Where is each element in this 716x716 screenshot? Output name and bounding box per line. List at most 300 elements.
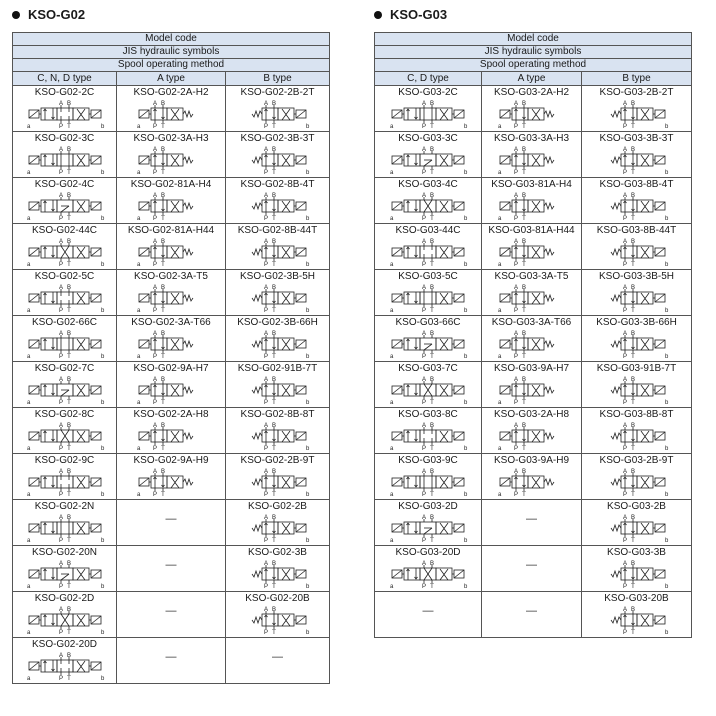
svg-text:B: B — [271, 101, 276, 107]
svg-text:b: b — [464, 446, 468, 451]
svg-text:T: T — [66, 170, 71, 175]
svg-text:B: B — [66, 285, 71, 291]
svg-text:a: a — [390, 170, 394, 175]
svg-text:b: b — [464, 400, 468, 405]
symbol-cell — [582, 178, 692, 224]
svg-text:a: a — [137, 170, 141, 175]
svg-text:b: b — [100, 492, 104, 497]
symbol-cell — [375, 362, 482, 408]
svg-text:a: a — [26, 262, 30, 267]
symbol-cell — [375, 132, 482, 178]
svg-text:B: B — [271, 607, 276, 613]
svg-text:T: T — [430, 308, 434, 313]
svg-text:P: P — [58, 262, 63, 267]
svg-text:A: A — [263, 101, 268, 107]
symbol-cell — [482, 132, 582, 178]
svg-text:b: b — [305, 446, 309, 451]
svg-text:B: B — [429, 331, 435, 337]
model-code: KSO-G03-2D — [398, 501, 458, 512]
table-row — [13, 270, 330, 316]
symbol-cell — [117, 178, 226, 224]
svg-text:B: B — [521, 423, 526, 429]
model-code: KSO-G03-20B — [604, 593, 669, 604]
svg-text:A: A — [513, 239, 518, 245]
symbol-cell — [226, 224, 330, 270]
svg-text:a: a — [26, 492, 30, 497]
symbol-cell — [482, 316, 582, 362]
svg-text:A: A — [421, 101, 427, 107]
symbol-cell — [226, 546, 330, 592]
svg-text:A: A — [622, 239, 627, 245]
svg-text:A: A — [58, 285, 63, 291]
symbol-cell — [226, 500, 330, 546]
svg-text:T: T — [66, 584, 71, 589]
svg-text:P: P — [622, 308, 627, 313]
model-code: KSO-G03-3A-H3 — [493, 133, 570, 144]
svg-text:P: P — [513, 308, 518, 313]
svg-text:b: b — [305, 400, 309, 405]
svg-text:T: T — [161, 170, 165, 175]
symbol-cell — [117, 362, 226, 408]
model-code: KSO-G03-9C — [398, 455, 458, 466]
svg-text:A: A — [421, 193, 427, 199]
svg-text:a: a — [390, 308, 394, 313]
svg-text:P: P — [622, 354, 627, 359]
valve-symbol-icon — [236, 191, 320, 221]
svg-text:T: T — [521, 124, 526, 129]
symbol-cell — [226, 362, 330, 408]
model-code: KSO-G03-8B-8T — [599, 409, 674, 420]
header-model-code: Model code — [13, 33, 330, 46]
svg-text:A: A — [513, 469, 518, 475]
model-code: KSO-G02-4C — [34, 179, 95, 190]
svg-text:a: a — [497, 124, 501, 129]
svg-text:a: a — [137, 262, 141, 267]
valve-symbol-icon — [595, 421, 679, 451]
svg-text:B: B — [66, 561, 71, 567]
svg-text:A: A — [263, 377, 268, 383]
svg-text:T: T — [271, 262, 276, 267]
svg-text:T: T — [161, 308, 165, 313]
table-row — [375, 86, 692, 132]
svg-text:P: P — [513, 492, 518, 497]
svg-text:b: b — [464, 354, 468, 359]
svg-text:T: T — [630, 308, 635, 313]
model-code: KSO-G03-8C — [398, 409, 458, 420]
valve-symbol-icon — [490, 375, 574, 405]
table-row — [375, 546, 692, 592]
table-row — [375, 592, 692, 638]
svg-text:B: B — [630, 285, 635, 291]
symbol-cell — [13, 546, 117, 592]
svg-text:T: T — [66, 400, 71, 405]
svg-text:P: P — [152, 400, 158, 405]
model-code: KSO-G02-20N — [31, 547, 98, 558]
svg-text:P: P — [263, 446, 268, 451]
symbol-cell — [13, 86, 117, 132]
svg-text:A: A — [622, 193, 627, 199]
svg-text:B: B — [630, 239, 635, 245]
symbol-cell — [13, 270, 117, 316]
svg-text:B: B — [66, 193, 71, 199]
svg-text:A: A — [263, 285, 268, 291]
valve-symbol-icon — [595, 329, 679, 359]
symbol-cell — [13, 362, 117, 408]
valve-symbol-icon — [129, 329, 213, 359]
svg-text:b: b — [100, 538, 104, 543]
svg-text:A: A — [513, 147, 518, 153]
column-header-a-type: A type — [117, 72, 226, 86]
svg-text:T: T — [271, 124, 276, 129]
symbol-cell — [375, 592, 482, 638]
svg-text:P: P — [622, 584, 627, 589]
svg-text:b: b — [100, 308, 104, 313]
svg-text:b: b — [305, 124, 309, 129]
svg-text:a: a — [497, 170, 501, 175]
svg-text:P: P — [58, 446, 63, 451]
svg-text:B: B — [271, 147, 276, 153]
model-code: KSO-G02-3A-T66 — [131, 317, 211, 328]
svg-text:P: P — [421, 124, 427, 129]
valve-symbol-icon — [595, 605, 679, 635]
valve-symbol-icon — [129, 99, 213, 129]
model-code: KSO-G02-20D — [31, 639, 98, 650]
table-row — [13, 592, 330, 638]
svg-text:A: A — [513, 101, 518, 107]
svg-text:A: A — [513, 423, 518, 429]
svg-text:P: P — [263, 170, 268, 175]
svg-text:B: B — [630, 377, 635, 383]
svg-text:A: A — [263, 239, 268, 245]
svg-text:B: B — [66, 653, 71, 659]
symbol-cell — [582, 224, 692, 270]
svg-text:b: b — [464, 216, 468, 221]
model-code: KSO-G03-3C — [398, 133, 458, 144]
symbol-cell — [582, 546, 692, 592]
svg-text:B: B — [630, 515, 635, 521]
svg-text:T: T — [271, 446, 276, 451]
svg-text:T: T — [430, 400, 434, 405]
valve-symbol-icon — [595, 237, 679, 267]
svg-text:T: T — [161, 216, 165, 221]
svg-text:b: b — [664, 584, 668, 589]
svg-text:B: B — [429, 101, 435, 107]
symbol-cell — [13, 408, 117, 454]
svg-text:b: b — [305, 630, 309, 635]
valve-symbol-icon — [386, 191, 470, 221]
table-row — [375, 132, 692, 178]
svg-text:T: T — [630, 262, 635, 267]
svg-text:T: T — [66, 446, 71, 451]
symbol-cell — [375, 546, 482, 592]
valve-symbol-icon — [23, 145, 107, 175]
model-code: KSO-G03-7C — [398, 363, 458, 374]
svg-text:P: P — [263, 538, 268, 543]
svg-text:P: P — [421, 354, 427, 359]
valve-symbol-icon — [236, 559, 320, 589]
svg-text:B: B — [630, 101, 635, 107]
svg-text:A: A — [421, 515, 427, 521]
table-row — [375, 270, 692, 316]
model-code: KSO-G02-2C — [34, 87, 95, 98]
svg-text:T: T — [430, 354, 434, 359]
model-code: KSO-G03-3A-T5 — [494, 271, 569, 282]
table-row — [13, 316, 330, 362]
svg-text:b: b — [664, 630, 668, 635]
svg-text:P: P — [622, 216, 627, 221]
svg-text:P: P — [152, 446, 158, 451]
svg-text:B: B — [521, 469, 526, 475]
svg-text:P: P — [58, 400, 63, 405]
svg-text:A: A — [263, 561, 268, 567]
table-row — [13, 454, 330, 500]
svg-text:B: B — [160, 285, 166, 291]
svg-text:T: T — [66, 538, 71, 543]
svg-text:T: T — [271, 492, 276, 497]
not-available-dash: — — [526, 559, 537, 571]
svg-text:b: b — [305, 538, 309, 543]
svg-text:b: b — [100, 170, 104, 175]
svg-text:T: T — [630, 170, 635, 175]
table-row — [13, 132, 330, 178]
bullet-icon — [374, 11, 382, 19]
svg-text:T: T — [66, 216, 71, 221]
symbol-cell — [375, 500, 482, 546]
svg-text:a: a — [137, 354, 141, 359]
svg-text:a: a — [390, 492, 394, 497]
symbol-cell — [375, 86, 482, 132]
model-code: KSO-G03-81A-H4 — [491, 179, 572, 190]
symbol-cell — [226, 592, 330, 638]
svg-text:A: A — [152, 469, 158, 475]
symbol-cell — [117, 132, 226, 178]
table-row — [375, 408, 692, 454]
valve-symbol-icon — [386, 237, 470, 267]
svg-text:A: A — [421, 285, 427, 291]
svg-text:P: P — [58, 630, 63, 635]
table-row — [375, 224, 692, 270]
svg-text:B: B — [630, 147, 635, 153]
model-code: KSO-G02-2B — [248, 501, 307, 512]
svg-text:T: T — [66, 308, 71, 313]
model-code: KSO-G03-8B-44T — [596, 225, 677, 236]
svg-text:a: a — [26, 216, 30, 221]
valve-symbol-icon — [23, 99, 107, 129]
svg-text:P: P — [513, 262, 518, 267]
svg-text:A: A — [421, 377, 427, 383]
svg-text:A: A — [263, 193, 268, 199]
symbol-cell — [375, 224, 482, 270]
svg-text:A: A — [421, 147, 427, 153]
svg-text:b: b — [305, 262, 309, 267]
svg-text:T: T — [271, 584, 276, 589]
section-title-text: KSO-G03 — [390, 7, 448, 22]
svg-text:P: P — [513, 124, 518, 129]
svg-text:T: T — [430, 124, 434, 129]
svg-text:b: b — [664, 262, 668, 267]
svg-text:T: T — [161, 446, 165, 451]
svg-text:B: B — [521, 101, 526, 107]
valve-symbol-icon — [595, 513, 679, 543]
svg-text:T: T — [630, 354, 635, 359]
symbol-cell — [13, 224, 117, 270]
svg-text:B: B — [521, 193, 526, 199]
valve-symbol-icon — [23, 605, 107, 635]
symbol-cell — [582, 316, 692, 362]
valve-symbol-icon — [129, 145, 213, 175]
svg-text:a: a — [390, 400, 394, 405]
svg-text:T: T — [271, 400, 276, 405]
symbol-cell — [375, 408, 482, 454]
svg-text:T: T — [161, 354, 165, 359]
valve-symbol-icon — [23, 467, 107, 497]
svg-text:B: B — [66, 239, 71, 245]
symbol-cell — [582, 454, 692, 500]
svg-text:B: B — [160, 193, 166, 199]
valve-symbol-icon — [595, 283, 679, 313]
svg-text:P: P — [58, 124, 63, 129]
svg-text:B: B — [66, 147, 71, 153]
svg-text:B: B — [630, 561, 635, 567]
svg-text:b: b — [664, 538, 668, 543]
section-title-g02 — [12, 6, 330, 24]
svg-text:B: B — [429, 285, 435, 291]
model-code: KSO-G02-3B-3T — [240, 133, 315, 144]
model-code: KSO-G02-81A-H44 — [127, 225, 215, 236]
valve-symbol-icon — [23, 283, 107, 313]
svg-text:P: P — [152, 216, 158, 221]
symbol-cell — [226, 86, 330, 132]
symbol-cell — [117, 86, 226, 132]
svg-text:T: T — [630, 538, 635, 543]
valve-symbol-icon — [595, 375, 679, 405]
symbol-cell — [482, 546, 582, 592]
svg-text:P: P — [421, 170, 427, 175]
valve-symbol-icon — [490, 283, 574, 313]
svg-text:P: P — [421, 262, 427, 267]
svg-text:T: T — [271, 630, 276, 635]
table-row — [375, 500, 692, 546]
column-header-b-type: B type — [226, 72, 330, 86]
svg-text:P: P — [152, 262, 158, 267]
model-code: KSO-G03-66C — [395, 317, 461, 328]
symbol-cell — [117, 454, 226, 500]
svg-text:b: b — [464, 170, 468, 175]
svg-text:b: b — [305, 354, 309, 359]
svg-text:A: A — [152, 285, 158, 291]
svg-text:T: T — [161, 492, 165, 497]
svg-text:B: B — [66, 607, 71, 613]
svg-text:A: A — [152, 147, 158, 153]
svg-text:b: b — [464, 262, 468, 267]
svg-text:A: A — [622, 423, 627, 429]
symbol-cell — [482, 362, 582, 408]
svg-text:T: T — [430, 262, 434, 267]
symbol-cell — [13, 316, 117, 362]
column-header-cd-type: C, D type — [375, 72, 482, 86]
svg-text:A: A — [622, 331, 627, 337]
model-code: KSO-G02-8B-44T — [237, 225, 318, 236]
valve-symbol-icon — [490, 237, 574, 267]
model-code: KSO-G02-2B-9T — [240, 455, 315, 466]
valve-symbol-icon — [236, 145, 320, 175]
svg-text:A: A — [622, 469, 627, 475]
svg-text:b: b — [664, 354, 668, 359]
svg-text:T: T — [161, 124, 165, 129]
table-row — [375, 178, 692, 224]
model-code: KSO-G03-2B-2T — [599, 87, 674, 98]
svg-text:B: B — [630, 423, 635, 429]
model-code: KSO-G02-3C — [34, 133, 95, 144]
symbol-cell — [482, 86, 582, 132]
model-code: KSO-G02-2B-2T — [240, 87, 315, 98]
svg-text:B: B — [160, 377, 166, 383]
model-code: KSO-G02-2A-H2 — [133, 87, 209, 98]
model-code: KSO-G03-3B-5H — [598, 271, 675, 282]
svg-text:T: T — [430, 446, 434, 451]
svg-text:P: P — [58, 676, 63, 681]
not-available-dash: — — [165, 559, 177, 571]
valve-symbol-icon — [129, 375, 213, 405]
svg-text:a: a — [26, 400, 30, 405]
symbol-cell — [226, 638, 330, 684]
svg-text:A: A — [513, 331, 518, 337]
not-available-dash: — — [165, 513, 177, 525]
svg-text:P: P — [263, 584, 268, 589]
valve-symbol-icon — [236, 329, 320, 359]
valve-symbol-icon — [595, 191, 679, 221]
svg-text:a: a — [497, 262, 501, 267]
header-spool-method: Spool operating method — [375, 59, 692, 72]
svg-text:P: P — [622, 170, 627, 175]
svg-text:b: b — [464, 308, 468, 313]
table-row — [13, 638, 330, 684]
svg-text:T: T — [271, 216, 276, 221]
header-model-code: Model code — [375, 33, 692, 46]
svg-text:T: T — [521, 216, 526, 221]
svg-text:b: b — [305, 216, 309, 221]
svg-text:P: P — [622, 262, 627, 267]
symbol-cell — [375, 178, 482, 224]
svg-text:a: a — [26, 308, 30, 313]
valve-symbol-icon — [490, 191, 574, 221]
symbol-cell — [226, 408, 330, 454]
svg-text:T: T — [66, 262, 71, 267]
valve-symbol-icon — [490, 421, 574, 451]
svg-text:B: B — [630, 193, 635, 199]
svg-text:b: b — [664, 216, 668, 221]
svg-text:b: b — [664, 308, 668, 313]
svg-text:T: T — [630, 630, 635, 635]
valve-symbol-icon — [129, 283, 213, 313]
svg-text:B: B — [630, 331, 635, 337]
symbol-cell — [482, 178, 582, 224]
svg-text:P: P — [263, 354, 268, 359]
symbol-table-g02 — [12, 32, 330, 684]
svg-text:T: T — [430, 492, 434, 497]
model-code: KSO-G03-5C — [398, 271, 458, 282]
svg-text:B: B — [271, 515, 276, 521]
symbol-cell — [582, 362, 692, 408]
svg-text:B: B — [521, 285, 526, 291]
symbol-cell — [117, 638, 226, 684]
valve-symbol-icon — [490, 99, 574, 129]
not-available-dash: — — [526, 513, 537, 525]
svg-text:A: A — [58, 561, 63, 567]
column-header-cnd-type: C, N, D type — [13, 72, 117, 86]
svg-text:b: b — [100, 584, 104, 589]
svg-text:B: B — [271, 239, 276, 245]
